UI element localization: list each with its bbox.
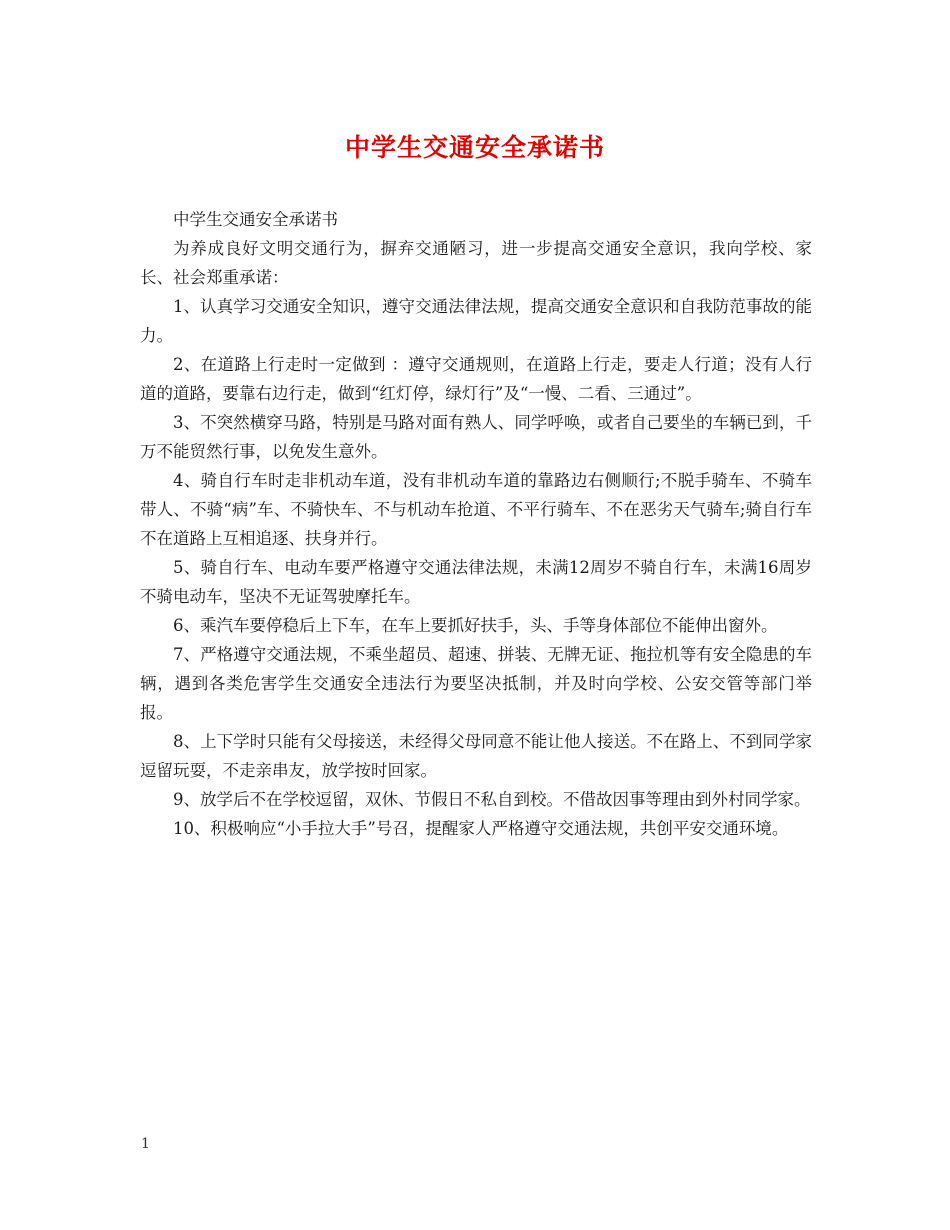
paragraph-item-9: 9、放学后不在学校逗留，双休、节假日不私自到校。不借故因事等理由到外村同学家。 [173, 790, 811, 809]
paragraph-item-5: 5、骑自行车、电动车要严格遵守交通法律法规，未满12周岁不骑自行车，未满16周岁不骑电动车，坚决不无证驾驶摩托车。 [140, 558, 812, 606]
document-body [140, 205, 812, 843]
paragraph-item-2: 2、在道路上行走时一定做到 ：遵守交通规则，在道路上行走，要走人行道；没有人行道的道路，要靠右边行走，做到“红灯停，绿灯行”及“一慢、二看、三通过”。 [140, 355, 812, 403]
paragraph-item-8: 8、上下学时只能有父母接送，未经得父母同意不能让他人接送。不在路上、不到同学家逗留玩耍，不走亲串友，放学按时回家。 [140, 732, 812, 780]
paragraph-item-3: 3、不突然横穿马路，特别是马路对面有熟人、同学呼唤，或者自己要坐的车辆已到，千万不能贸然行事，以免发生意外。 [140, 413, 812, 461]
paragraph-item-4: 4、骑自行车时走非机动车道，没有非机动车道的靠路边右侧顺行;不脱手骑车、不骑车带人、不骑“病”车、不骑快车、不与机动车抢道、不平行骑车、不在恶劣天气骑车;骑自行车不在道路上互相追逐、扶身并行。 [140, 471, 812, 548]
paragraph-intro: 为养成良好文明交通行为，摒弃交通陋习，进一步提高交通安全意识，我向学校、家长、社会郑重承诺： [140, 239, 812, 287]
page-number: 1 [141, 1136, 150, 1152]
paragraph-item-6: 6、乘汽车要停稳后上下车，在车上要抓好扶手，头、手等身体部位不能伸出窗外。 [173, 616, 778, 635]
paragraph-item-7: 7、严格遵守交通法规，不乘坐超员、超速、拼装、无牌无证、拖拉机等有安全隐患的车辆，遇到各类危害学生交通安全违法行为要坚决抵制，并及时向学校、公安交管等部门举报。 [140, 645, 812, 722]
paragraph-item-1: 1、认真学习交通安全知识，遵守交通法律法规，提高交通安全意识和自我防范事故的能力。 [140, 297, 812, 345]
paragraph-item-10: 10、积极响应“小手拉大手”号召，提醒家人严格遵守交通法规，共创平安交通环境。 [173, 819, 789, 838]
document-title: 中学生交通安全承诺书 [344, 133, 605, 162]
paragraph-heading: 中学生交通安全承诺书 [173, 210, 338, 229]
